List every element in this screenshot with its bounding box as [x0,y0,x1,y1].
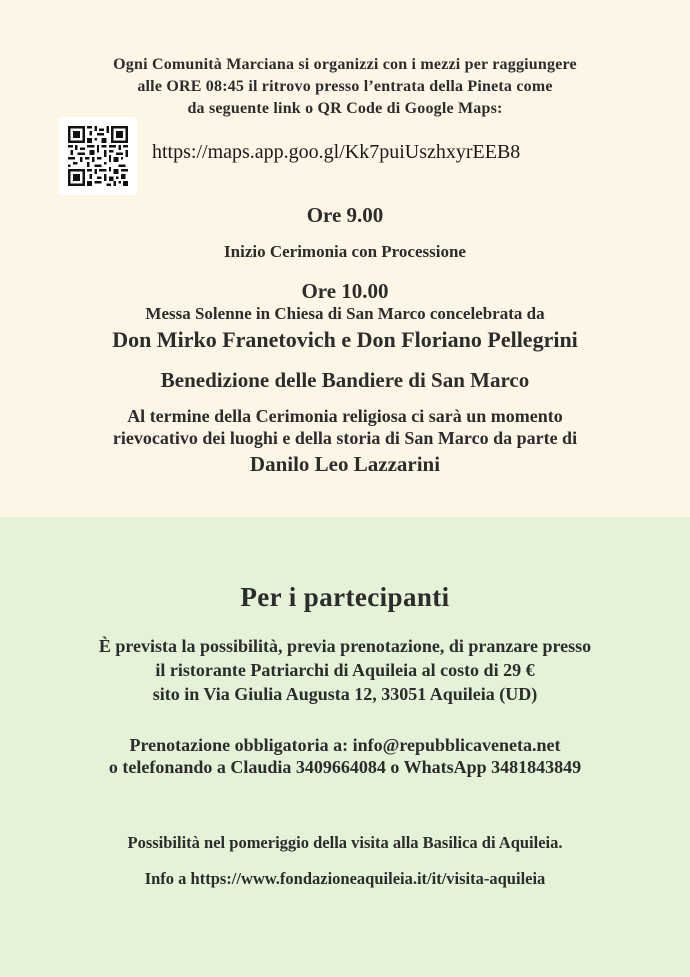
booking-line-1 [0,735,690,756]
visit-info-link[interactable]: Info a https://www.fondazioneaquileia.it/it/visita-aquileia [144,869,546,888]
intro-line-2: alle ORE 08:45 il ritrovo presso l’entrata della Pineta come [137,78,553,95]
speaker-name: Danilo Leo Lazzarini [249,452,441,476]
google-maps-qr-code [59,117,137,195]
maps-link[interactable]: https://maps.app.goo.gl/Kk7puiUszhxyrEEB8 [152,141,521,163]
celebrants: Don Mirko Franetovich e Don Floriano Pellegrini [112,327,578,352]
intro-line-1: Ogni Comunità Marciana si organizzi con i mezzi per raggiungere [113,56,577,73]
event-procession: Inizio Cerimonia con Processione [224,242,466,261]
participants-section [0,517,690,977]
lunch-line-3: sito in Via Giulia Augusta 12, 33051 Aquileia (UD) [152,684,538,704]
booking-line-2: o telefonando a Claudia 3409664084 o WhatsApp 3481843849 [108,757,582,777]
intro-line-3: da seguente link o QR Code di Google Maps: [187,100,503,117]
closing-line-2: rievocativo dei luoghi e della storia di San Marco da parte di [112,428,578,448]
basilica-visit: Possibilità nel pomeriggio della visita alla Basilica di Aquileia. [127,833,563,852]
time-second: Ore 10.00 [301,279,389,303]
event-mass: Messa Solenne in Chiesa di San Marco concelebrata da [145,304,545,323]
booking-label: Prenotazione obbligatoria a: [129,735,353,755]
closing-line-1: Al termine della Cerimonia religiosa ci sarà un momento [127,406,563,426]
blessing-heading: Benedizione delle Bandiere di San Marco [160,368,530,392]
time-first: Ore 9.00 [306,203,384,227]
lunch-line-2: il ristorante Patriarchi di Aquileia al costo di 29 € [155,660,535,680]
lunch-line-1: È prevista la possibilità, previa prenotazione, di pranzare presso [98,636,592,656]
booking-email[interactable]: info@repubblicaveneta.net [352,735,561,755]
participants-title: Per i partecipanti [240,582,450,612]
